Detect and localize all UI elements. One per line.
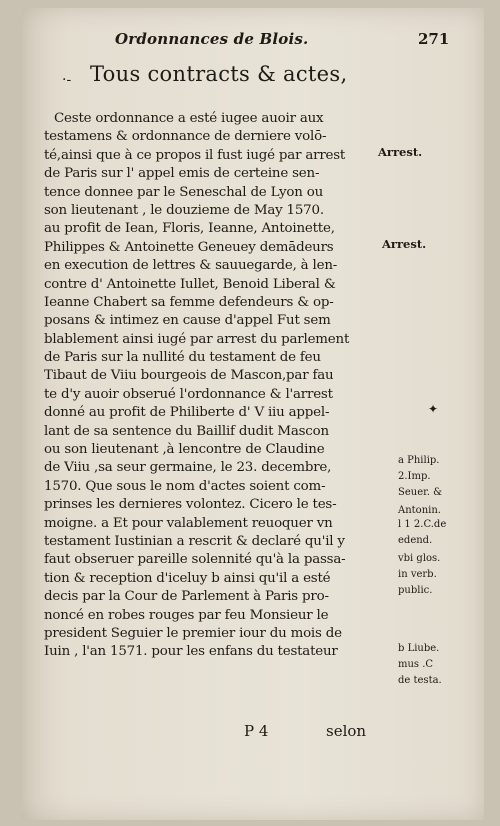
catchword: selon (326, 722, 367, 740)
text-line: son lieutenant , le douzieme de May 1570. (44, 202, 324, 218)
text-line: testamens & ordonnance de derniere volō- (44, 129, 327, 145)
margin-reference: in verb. (398, 569, 437, 580)
margin-reference: de testa. (398, 675, 442, 686)
margin-reference: a Philip. (398, 455, 440, 466)
text-line: posans & intimez en cause d'appel Fut sem (44, 313, 331, 329)
text-line: de Viiu ,sa seur germaine, le 23. decembre, (44, 460, 332, 476)
page-number: 271 (418, 30, 450, 48)
text-line: lant de sa sentence du Baillif dudit Mascon (44, 423, 329, 439)
margin-reference: vbi glos. (398, 553, 441, 564)
text-line: de Paris sur l' appel emis de certeine sen- (44, 166, 320, 182)
running-head: Ordonnances de Blois. (115, 30, 309, 48)
margin-reference: l 1 2.C.de (398, 519, 447, 530)
section-title: Tous contracts & actes, (90, 62, 348, 86)
margin-note-arrest: Arrest. (382, 237, 427, 251)
text-line: en execution de lettres & sauuegarde, à len- (44, 258, 338, 274)
text-line: contre d' Antoinette Iullet, Benoid Liberal & (44, 276, 336, 292)
text-line: te d'y auoir obserué l'ordonnance & l'arrest (44, 386, 333, 402)
text-line: faut obseruer pareille solennité qu'à la passa- (44, 552, 346, 568)
margin-reference: b Liube. (398, 643, 440, 654)
margin-reference: public. (398, 585, 433, 596)
margin-reference: Antonin. (398, 505, 441, 516)
body-text (44, 110, 380, 662)
margin-reference: mus .C (398, 659, 434, 670)
margin-reference: Seuer. & (398, 487, 443, 498)
signature-mark: P 4 (244, 722, 269, 740)
text-line: de Paris sur la nullité du testament de feu (44, 350, 321, 366)
text-line: donné au profit de Philiberte d' V iiu appel- (44, 405, 330, 421)
text-line: noncé en robes rouges par feu Monsieur le (44, 607, 329, 623)
text-line: decis par la Cour de Parlement à Paris pro- (44, 589, 329, 605)
text-line: Iuin , l'an 1571. pour les enfans du testateur (44, 644, 338, 660)
text-line: tence donnee par le Seneschal de Lyon ou (44, 184, 324, 200)
margin-note-arrest: Arrest. (378, 145, 423, 159)
printer-ornament: ·- (62, 72, 72, 88)
text-line: president Seguier le premier iour du mois de (44, 625, 342, 641)
text-line: Ieanne Chabert sa femme defendeurs & op- (44, 294, 334, 310)
marginal-flourish-icon: ✦ (428, 402, 439, 416)
text-line: té,ainsi que à ce propos il fust iugé par arrest (44, 147, 346, 163)
text-line: Philippes & Antoinette Geneuey demādeurs (44, 239, 334, 255)
text-line: au profit de Iean, Floris, Ieanne, Antoinette, (44, 221, 335, 237)
text-line: moigne. a Et pour valablement reuoquer vn (44, 515, 333, 531)
margin-reference: 2.Imp. (398, 471, 431, 482)
text-line: testament Iustinian a rescrit & declaré qu'il y (44, 533, 345, 549)
text-line: tion & reception d'iceluy b ainsi qu'il a esté (44, 570, 331, 586)
text-line: blablement ainsi iugé par arrest du parlement (44, 331, 350, 347)
text-line: Ceste ordonnance a esté iugee auoir aux (54, 111, 324, 126)
text-line: prinses les dernieres volontez. Cicero le tes- (44, 497, 337, 513)
text-line: Tibaut de Viiu bourgeois de Mascon,par fau (44, 368, 334, 384)
text-line: ou son lieutenant ,à lencontre de Claudine (44, 442, 325, 458)
text-line: 1570. Que sous le nom d'actes soient com- (44, 478, 326, 494)
margin-reference: edend. (398, 535, 433, 546)
